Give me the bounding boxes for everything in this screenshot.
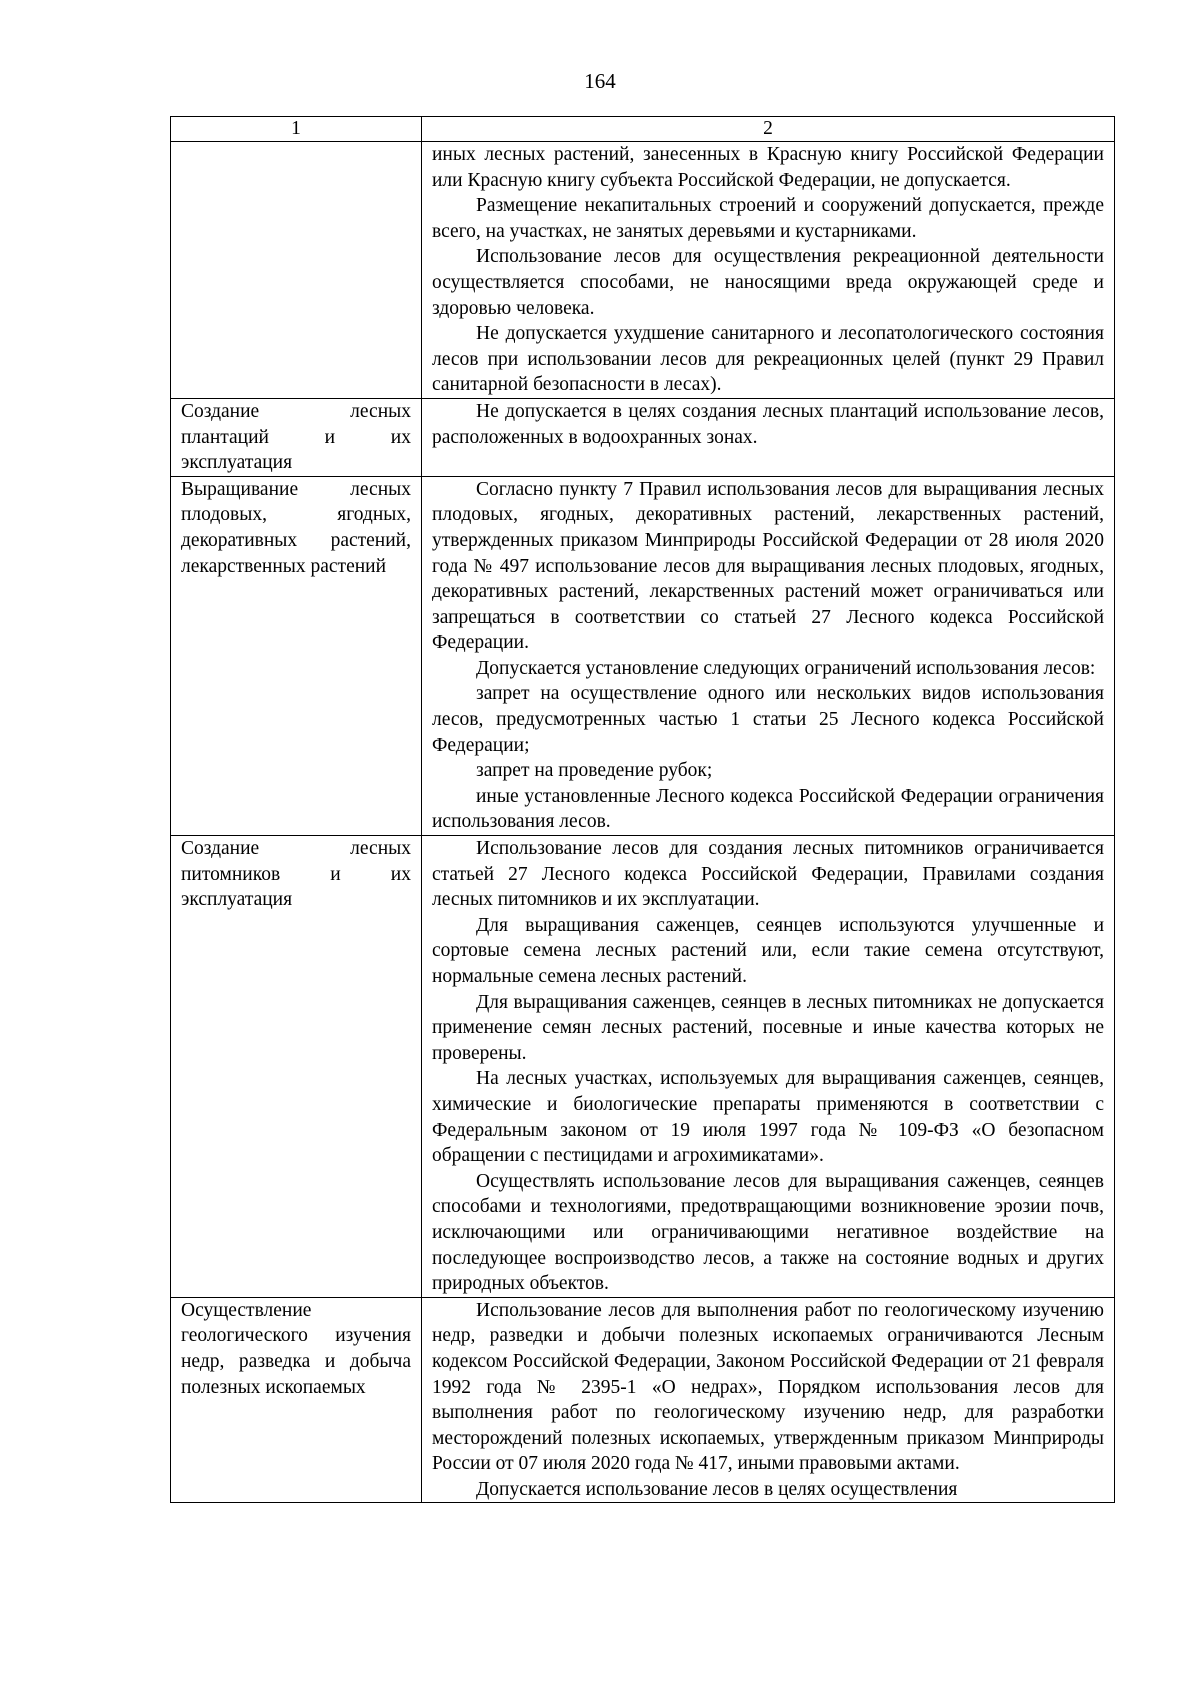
row-activity-cell: Выращивание лесных плодовых, ягодных, декоративных растений, лекарственных растений bbox=[171, 476, 422, 835]
paragraph: Не допускается в целях создания лесных плантаций использование лесов, расположенных в водоохранных зонах. bbox=[432, 400, 1104, 448]
page-number: 164 bbox=[584, 69, 616, 93]
paragraph: Использование лесов для осуществления рекреационной деятельности осуществляется способами, не наносящими вреда окружающей среде и здоровью человека. bbox=[432, 246, 1104, 319]
table-row bbox=[171, 476, 1115, 835]
row-description-cell bbox=[422, 142, 1115, 399]
row-activity-cell bbox=[171, 142, 422, 399]
column-header-1: 1 bbox=[171, 117, 422, 142]
paragraph: иных лесных растений, занесенных в Красную книгу Российской Федерации или Красную книгу субъекта Российской Федерации, не допускается. bbox=[432, 144, 1104, 191]
row-activity-cell: Создание лесных питомников и их эксплуатация bbox=[171, 836, 422, 1298]
row-description-cell bbox=[422, 1297, 1115, 1503]
paragraph: Размещение некапитальных строений и сооружений допускается, прежде всего, на участках, не занятых деревьями и кустарниками. bbox=[432, 195, 1104, 242]
table-row bbox=[171, 398, 1115, 476]
row-activity-cell: Осуществление геологического изучения недр, разведка и добыча полезных ископаемых bbox=[171, 1297, 422, 1503]
paragraph-continued: Допускается использование лесов в целях осуществления bbox=[476, 1478, 958, 1500]
paragraph: иные установленные Лесного кодекса Российской Федерации ограничения использования лесов. bbox=[432, 785, 1104, 833]
paragraph: Использование лесов для выполнения работ по геологическому изучению недр, разведки и добычи полезных ископаемых ограничиваются Лесным кодексом Российской Федерации, Законом Российской Федерации от 21 февраля 1992 года № 2395-1 «О недрах», Порядком использования лесов для выполнения работ по геологическому изучению недр, для разработки месторождений полезных ископаемых, утвержденным приказом Минприроды России от 07 июля 2020 года № 417, иными правовыми актами. bbox=[432, 1299, 1104, 1475]
table-row bbox=[171, 142, 1115, 399]
table-row bbox=[171, 1297, 1115, 1503]
paragraph: Согласно пункту 7 Правил использования лесов для выращивания лесных плодовых, ягодных, декоративных растений, лекарственных растений, утвержденных приказом Минприроды Российской Федерации от 28 июля 2020 года № 497 использование лесов для выращивания лесных плодовых, ягодных, декоративных растений, лекарственных растений может ограничиваться или запрещаться в соответствии со статьей 27 Лесного кодекса Российской Федерации. bbox=[432, 478, 1104, 654]
column-header-2: 2 bbox=[422, 117, 1115, 142]
paragraph: Для выращивания саженцев, сеянцев используются улучшенные и сортовые семена лесных растений или, если такие семена отсутствуют, нормальные семена лесных растений. bbox=[432, 914, 1104, 987]
row-description-cell bbox=[422, 836, 1115, 1298]
restrictions-table bbox=[170, 116, 1115, 1503]
row-activity-cell: Создание лесных плантаций и их эксплуатация bbox=[171, 398, 422, 476]
paragraph: Осуществлять использование лесов для выращивания саженцев, сеянцев способами и технологиями, предотвращающими возникновение эрозии почв, исключающими или ограничивающими негативное воздействие на последующее воспроизводство лесов, а также на состояние водных и других природных объектов. bbox=[432, 1170, 1104, 1295]
paragraph: Использование лесов для создания лесных питомников ограничивается статьей 27 Лесного кодекса Российской Федерации, Правилами создания лесных питомников и их эксплуатации. bbox=[432, 838, 1104, 911]
paragraph: запрет на проведение рубок; bbox=[476, 760, 713, 782]
table-header-row bbox=[171, 117, 1115, 142]
paragraph: Для выращивания саженцев, сеянцев в лесных питомниках не допускается применение семян лесных растений, посевные и иные качества которых не проверены. bbox=[432, 991, 1104, 1064]
row-description-cell bbox=[422, 398, 1115, 476]
paragraph: На лесных участках, используемых для выращивания саженцев, сеянцев, химические и биологические препараты применяются в соответствии с Федеральным законом от 19 июля 1997 года № 109-ФЗ «О безопасном обращении с пестицидами и агрохимикатами». bbox=[432, 1068, 1104, 1167]
paragraph: Не допускается ухудшение санитарного и лесопатологического состояния лесов при использовании лесов для рекреационных целей (пункт 29 Правил санитарной безопасности в лесах). bbox=[432, 323, 1104, 396]
paragraph: запрет на осуществление одного или нескольких видов использования лесов, предусмотренных частью 1 статьи 25 Лесного кодекса Российской Федерации; bbox=[432, 683, 1104, 756]
row-description-cell bbox=[422, 476, 1115, 835]
paragraph: Допускается установление следующих ограничений использования лесов: bbox=[476, 657, 1096, 679]
table-row bbox=[171, 836, 1115, 1298]
